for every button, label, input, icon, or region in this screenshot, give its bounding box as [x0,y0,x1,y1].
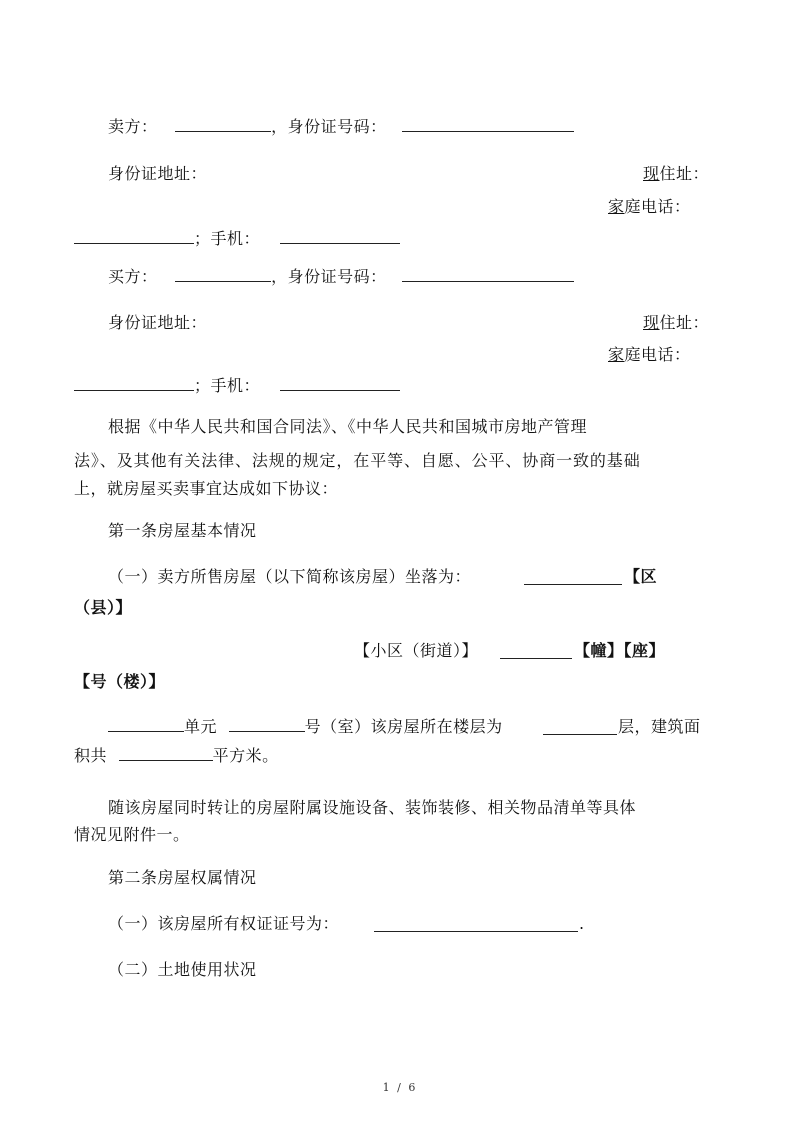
area-field[interactable] [119,746,213,761]
article1-item1-text: （一）卖方所售房屋（以下简称该房屋）坐落为： [108,567,472,586]
seller-mobile-field[interactable] [280,229,400,244]
seller-mobile-label: ；手机： [194,229,261,248]
attachment-line-1: 随该房屋同时转让的房屋附属设施设备、装饰装修、相关物品清单等具体 [108,798,637,817]
buyer-mobile-label: ；手机： [194,376,261,395]
attachment-line-2: 情况见附件一。 [74,825,190,844]
buyer-mobile-field[interactable] [280,376,400,391]
buyer-id-address-label: 身份证地址： [108,313,208,332]
seller-id-address-label: 身份证地址： [108,164,208,183]
seller-home-phone-field[interactable] [74,229,194,244]
area-row [74,745,279,767]
preamble-line-1: 根据《中华人民共和国合同法》、《中华人民共和国城市房地产管理 [108,417,588,436]
buyer-id-field[interactable] [402,267,574,282]
community-bracket: 【小区（街道）】 [354,641,479,660]
buyer-current-address-label: 现住址： [643,313,710,332]
building-bracket: 【幢】【座】 [574,641,666,660]
unit-row [108,716,503,738]
building-field[interactable] [500,644,572,659]
area-prefix: 积共 [74,746,108,765]
page-number: 1 / 6 [382,1081,418,1094]
article1-title: 第一条房屋基本情况 [108,521,257,540]
buyer-label: 买方： [108,267,158,286]
number-bracket: 【号（楼）】 [74,672,166,691]
article2-item2: （二）土地使用状况 [108,960,257,979]
floor-field[interactable] [543,720,617,735]
seller-id-field[interactable] [402,117,574,132]
room-field[interactable] [229,717,305,732]
area-suffix: 平方米。 [212,746,279,765]
unit-label: 单元 [184,717,218,736]
unit-field[interactable] [108,717,184,732]
preamble-line-3: 上，就房屋买卖事宜达成如下协议： [74,479,339,498]
district-bracket: 【区 [624,567,658,586]
floor-label: 层，建筑面 [618,717,701,736]
article2-item1-text: （一）该房屋所有权证证号为： [108,914,340,933]
seller-phone-row [74,228,400,250]
seller-home-phone-label: 家庭电话： [608,197,691,216]
location-district-field[interactable] [524,570,622,585]
seller-id-label: ，身份证号码： [271,117,387,136]
buyer-id-label: ，身份证号码： [271,267,387,286]
preamble-line-2: 法》、及其他有关法律、法规的规定，在平等、自愿、公平、协商一致的基础 [74,451,641,470]
ownership-cert-period: . [579,914,585,933]
article2-item1-row [108,913,339,935]
room-label: 号（室）该房屋所在楼层为 [304,717,503,736]
county-bracket: （县）】 [74,598,133,617]
buyer-home-phone-field[interactable] [74,376,194,391]
seller-label: 卖方： [108,117,158,136]
buyer-name-field[interactable] [175,267,271,282]
seller-name-field[interactable] [175,117,271,132]
buyer-row [108,266,574,288]
buyer-phone-row [74,375,400,397]
article1-item1-row [108,566,471,588]
ownership-cert-field[interactable] [374,917,578,932]
article2-title: 第二条房屋权属情况 [108,868,257,887]
seller-current-address-label: 现住址： [643,164,710,183]
buyer-home-phone-label: 家庭电话： [608,345,691,364]
seller-row [108,116,574,138]
